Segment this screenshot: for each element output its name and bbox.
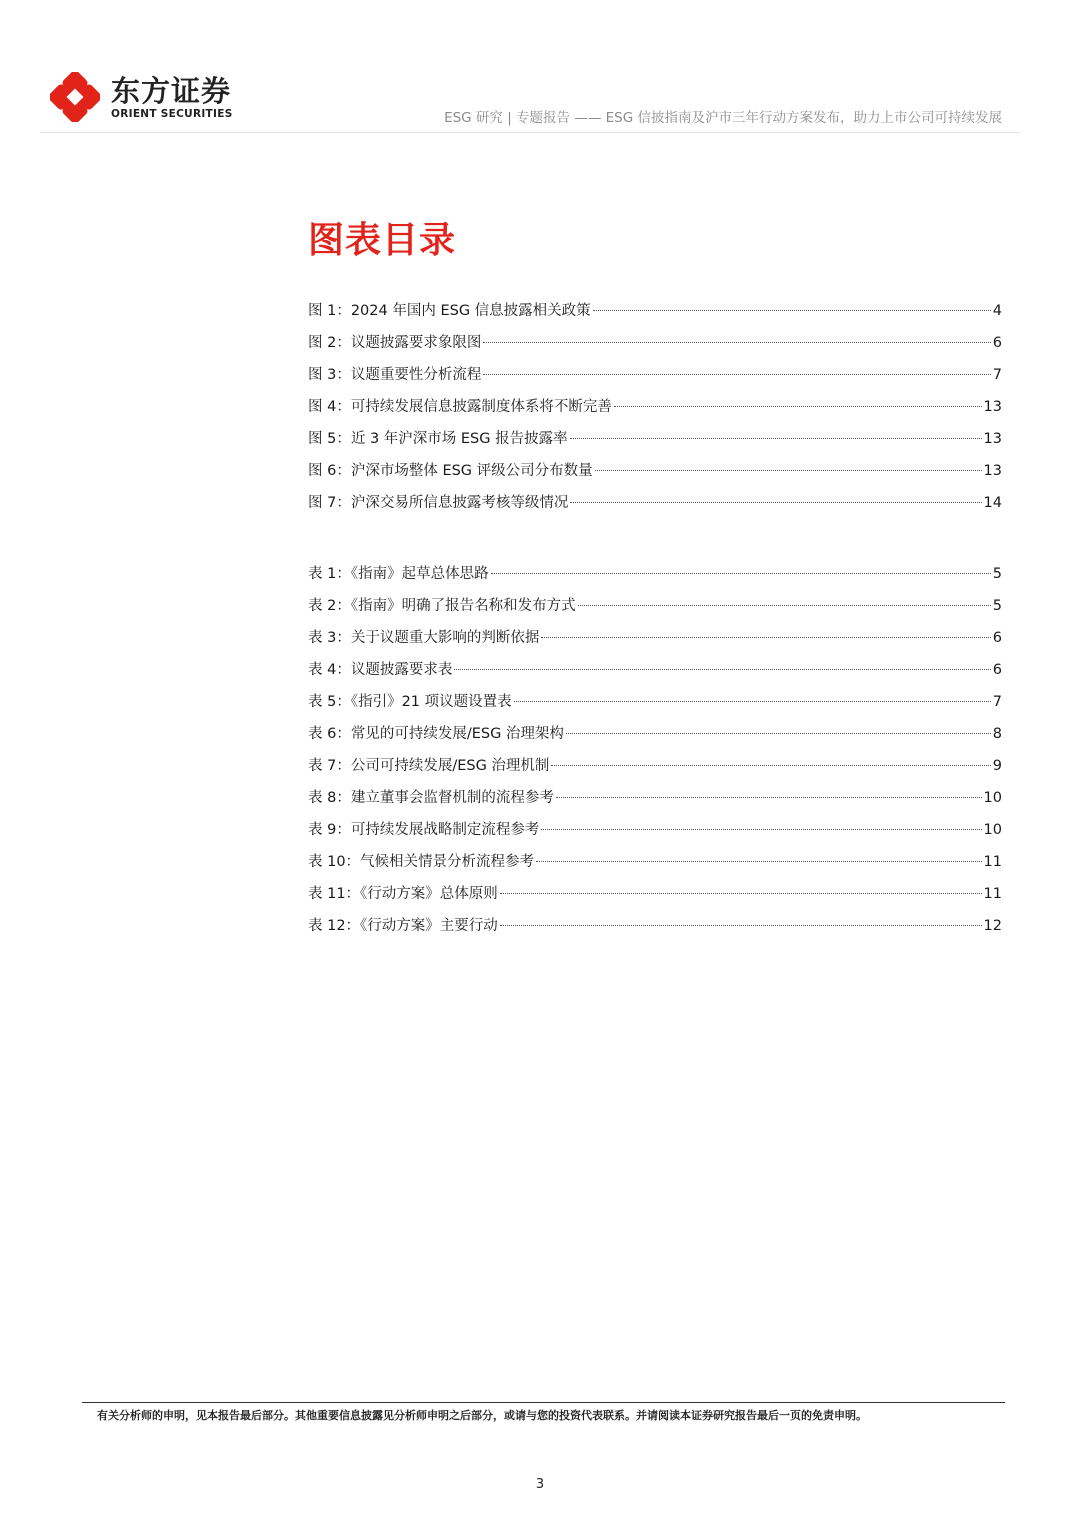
toc-entry[interactable] — [308, 626, 1002, 658]
toc-entry-label: 图 2：议题披露要求象限图 — [308, 335, 482, 351]
toc-entry[interactable] — [308, 594, 1002, 626]
toc-entry[interactable] — [308, 722, 1002, 754]
toc-entry-label: 表 3：关于议题重大影响的判断依据 — [308, 630, 540, 646]
page-header — [0, 0, 1080, 135]
brand-name-en: ORIENT SECURITIES — [111, 108, 233, 120]
toc-entry[interactable] — [308, 754, 1002, 786]
toc-leader-dots — [595, 470, 982, 471]
toc-entry-label: 图 5：近 3 年沪深市场 ESG 报告披露率 — [308, 431, 568, 447]
toc-leader-dots — [541, 637, 990, 638]
toc-entry[interactable] — [308, 459, 1002, 491]
toc-entry-page: 10 — [983, 790, 1002, 806]
toc-entry-label: 表 4：议题披露要求表 — [308, 662, 453, 678]
toc-entry[interactable] — [308, 882, 1002, 914]
toc-entry-label: 表 11：《行动方案》总体原则 — [308, 886, 498, 902]
page-number: 3 — [535, 1477, 545, 1492]
toc-entry[interactable] — [308, 658, 1002, 690]
header-divider — [40, 132, 1020, 133]
toc-leader-dots — [491, 573, 991, 574]
toc-entry-page: 5 — [992, 566, 1002, 582]
toc-entry[interactable] — [308, 914, 1002, 946]
toc-title: 图表目录 — [308, 220, 457, 261]
toc-entry-label: 图 3：议题重要性分析流程 — [308, 367, 482, 383]
toc-entry-page: 11 — [983, 854, 1002, 870]
toc-leader-dots — [556, 797, 982, 798]
toc-leader-dots — [483, 342, 990, 343]
toc-entry-label: 表 5：《指引》21 项议题设置表 — [308, 694, 512, 710]
toc-leader-dots — [593, 310, 991, 311]
header-caption: ESG 研究 | 专题报告 —— ESG 信披指南及沪市三年行动方案发布，助力上市公司可持续发展 — [444, 110, 1002, 126]
toc-entry-page: 9 — [992, 758, 1002, 774]
footer-divider — [82, 1402, 1005, 1403]
toc-entry-page: 6 — [992, 662, 1002, 678]
toc-entry-page: 11 — [983, 886, 1002, 902]
toc-entry-label: 表 10：气候相关情景分析流程参考 — [308, 854, 535, 870]
toc-entry[interactable] — [308, 491, 1002, 523]
toc-leader-dots — [500, 893, 982, 894]
toc-entry[interactable] — [308, 818, 1002, 850]
toc-entry-page: 7 — [992, 367, 1002, 383]
toc-leader-dots — [614, 406, 982, 407]
toc-entry-page: 6 — [992, 335, 1002, 351]
toc-entry-label: 表 6：常见的可持续发展/ESG 治理架构 — [308, 726, 564, 742]
toc-entry-page: 12 — [983, 918, 1002, 934]
toc-leader-dots — [514, 701, 991, 702]
toc-entry-label: 表 7：公司可持续发展/ESG 治理机制 — [308, 758, 550, 774]
brand-name-cn: 东方证券 — [111, 74, 232, 108]
toc-entry-page: 14 — [983, 495, 1002, 511]
toc-leader-dots — [570, 438, 982, 439]
toc-entry-label: 图 7：沪深交易所信息披露考核等级情况 — [308, 495, 569, 511]
toc-entry-page: 10 — [983, 822, 1002, 838]
toc-entry-page: 8 — [992, 726, 1002, 742]
toc-entry-label: 图 4：可持续发展信息披露制度体系将不断完善 — [308, 399, 612, 415]
toc-entry[interactable] — [308, 363, 1002, 395]
toc-entry-page: 4 — [992, 303, 1002, 319]
toc-entry-page: 13 — [983, 399, 1002, 415]
toc-leader-dots — [570, 502, 981, 503]
toc-entry-page: 6 — [992, 630, 1002, 646]
footer-disclaimer: 有关分析师的申明，见本报告最后部分。其他重要信息披露见分析师申明之后部分，或请与您的投资代表联系。并请阅读本证券研究报告最后一页的免责申明。 — [97, 1409, 867, 1422]
toc-leader-dots — [551, 765, 990, 766]
toc-entry[interactable] — [308, 299, 1002, 331]
toc-entry-label: 图 1：2024 年国内 ESG 信息披露相关政策 — [308, 303, 591, 319]
figure-toc-list — [308, 299, 1002, 523]
table-toc-list — [308, 562, 1002, 946]
toc-entry[interactable] — [308, 331, 1002, 363]
toc-entry-label: 表 1：《指南》起草总体思路 — [308, 566, 489, 582]
toc-entry[interactable] — [308, 786, 1002, 818]
toc-entry-page: 5 — [992, 598, 1002, 614]
toc-entry-label: 图 6：沪深市场整体 ESG 评级公司分布数量 — [308, 463, 593, 479]
toc-leader-dots — [541, 829, 981, 830]
toc-entry-label: 表 12：《行动方案》主要行动 — [308, 918, 498, 934]
toc-entry-label: 表 9：可持续发展战略制定流程参考 — [308, 822, 540, 838]
toc-entry[interactable] — [308, 850, 1002, 882]
toc-entry-label: 表 8：建立董事会监督机制的流程参考 — [308, 790, 554, 806]
toc-entry[interactable] — [308, 562, 1002, 594]
orient-securities-logo-icon — [50, 72, 100, 122]
toc-entry[interactable] — [308, 427, 1002, 459]
toc-entry-page: 7 — [992, 694, 1002, 710]
toc-entry-page: 13 — [983, 431, 1002, 447]
toc-leader-dots — [536, 861, 981, 862]
toc-entry-label: 表 2：《指南》明确了报告名称和发布方式 — [308, 598, 576, 614]
toc-leader-dots — [500, 925, 982, 926]
toc-leader-dots — [578, 605, 991, 606]
toc-leader-dots — [566, 733, 991, 734]
toc-entry-page: 13 — [983, 463, 1002, 479]
toc-entry[interactable] — [308, 690, 1002, 722]
toc-entry[interactable] — [308, 395, 1002, 427]
toc-leader-dots — [483, 374, 990, 375]
toc-leader-dots — [454, 669, 990, 670]
